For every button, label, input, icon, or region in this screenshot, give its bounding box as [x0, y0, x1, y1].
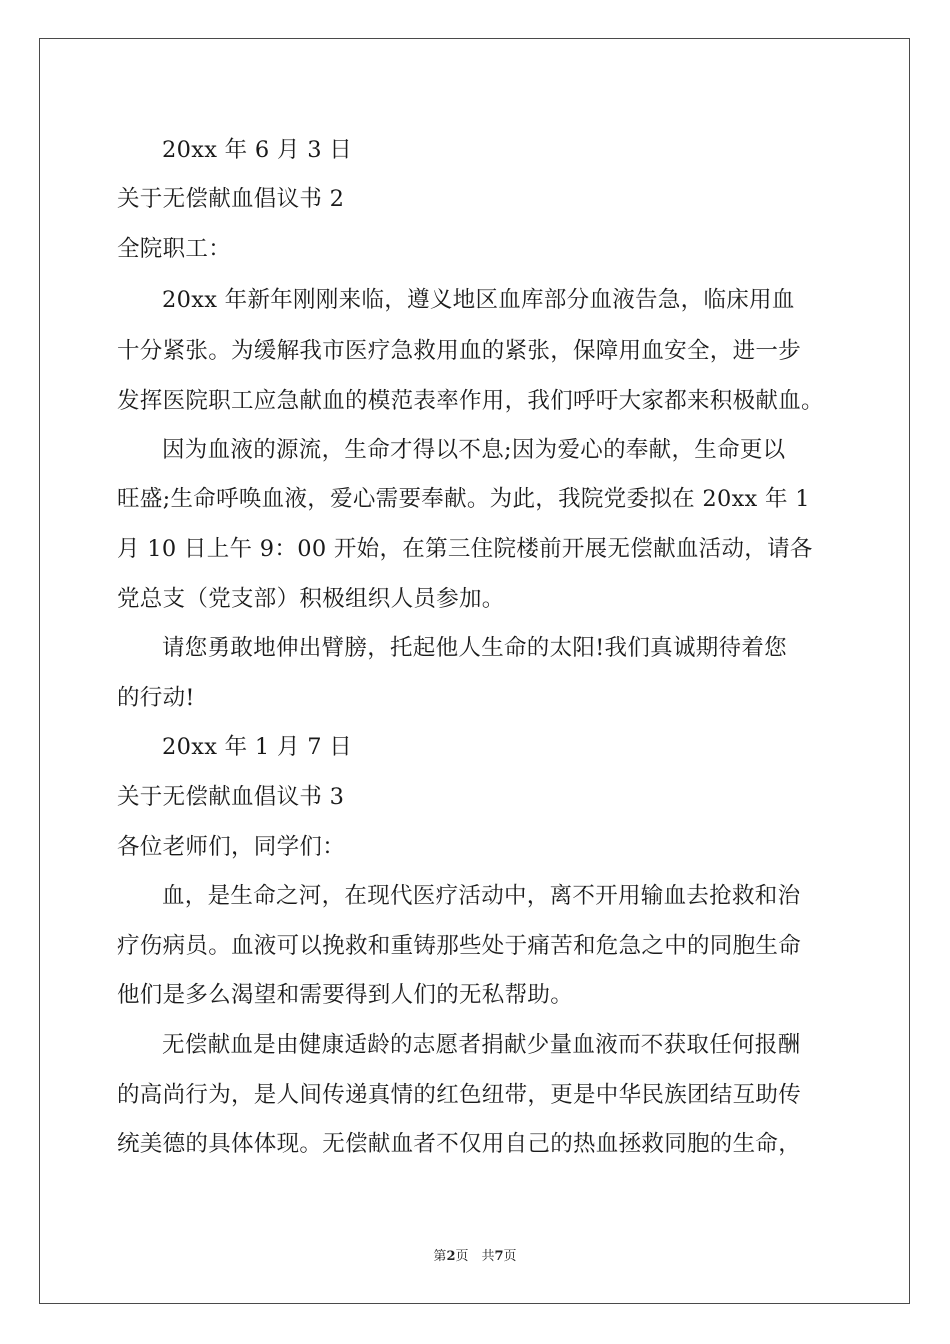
paragraph-line: 党总支（党支部）积极组织人员参加。: [117, 586, 505, 612]
section-title-2: 关于无偿献血倡议书 2: [117, 186, 345, 212]
paragraph-line: 月 10 日上午 9：00 开始，在第三住院楼前开展无偿献血活动，请各: [117, 536, 813, 562]
paragraph-line: 的行动!: [117, 685, 195, 711]
footer-page-suffix: 页: [503, 1249, 517, 1264]
paragraph-line: 的高尚行为，是人间传递真情的红色纽带，更是中华民族团结互助传: [117, 1082, 802, 1108]
footer-page-total: 7: [494, 1249, 504, 1264]
footer-page-prefix: 第: [433, 1249, 447, 1264]
paragraph-line: 他们是多么渴望和需要得到人们的无私帮助。: [117, 982, 574, 1008]
paragraph-line: 20xx 年新年刚刚来临，遵义地区血库部分血液告急，临床用血: [162, 287, 795, 313]
section-title-3: 关于无偿献血倡议书 3: [117, 784, 345, 810]
paragraph-line: 发挥医院职工应急献血的模范表率作用，我们呼吁大家都来积极献血。: [117, 388, 824, 414]
salutation-1: 全院职工：: [117, 236, 232, 262]
paragraph-line: 因为血液的源流，生命才得以不息;因为爱心的奉献，生命更以: [162, 437, 786, 463]
paragraph-line: 十分紧张。为缓解我市医疗急救用血的紧张，保障用血安全，进一步: [117, 338, 802, 364]
page-border: [39, 38, 910, 1304]
page-footer: [0, 1248, 950, 1266]
date-line-2: 20xx 年 1 月 7 日: [162, 734, 353, 760]
footer-page-mid: 页 共: [455, 1249, 495, 1264]
salutation-2: 各位老师们，同学们：: [117, 834, 346, 860]
paragraph-line: 无偿献血是由健康适龄的志愿者捐献少量血液而不获取任何报酬: [162, 1032, 801, 1058]
date-line-1: 20xx 年 6 月 3 日: [162, 137, 353, 163]
paragraph-line: 请您勇敢地伸出臂膀，托起他人生命的太阳!我们真诚期待着您: [162, 635, 787, 661]
paragraph-line: 血，是生命之河，在现代医疗活动中，离不开用输血去抢救和治: [162, 883, 801, 909]
paragraph-line: 旺盛;生命呼唤血液，爱心需要奉献。为此，我院党委拟在 20xx 年 1: [117, 486, 810, 512]
paragraph-line: 疗伤病员。血液可以挽救和重铸那些处于痛苦和危急之中的同胞生命: [117, 933, 802, 959]
footer-page-current: 2: [446, 1249, 456, 1264]
paragraph-line: 统美德的具体体现。无偿献血者不仅用自己的热血拯救同胞的生命，: [117, 1131, 802, 1157]
